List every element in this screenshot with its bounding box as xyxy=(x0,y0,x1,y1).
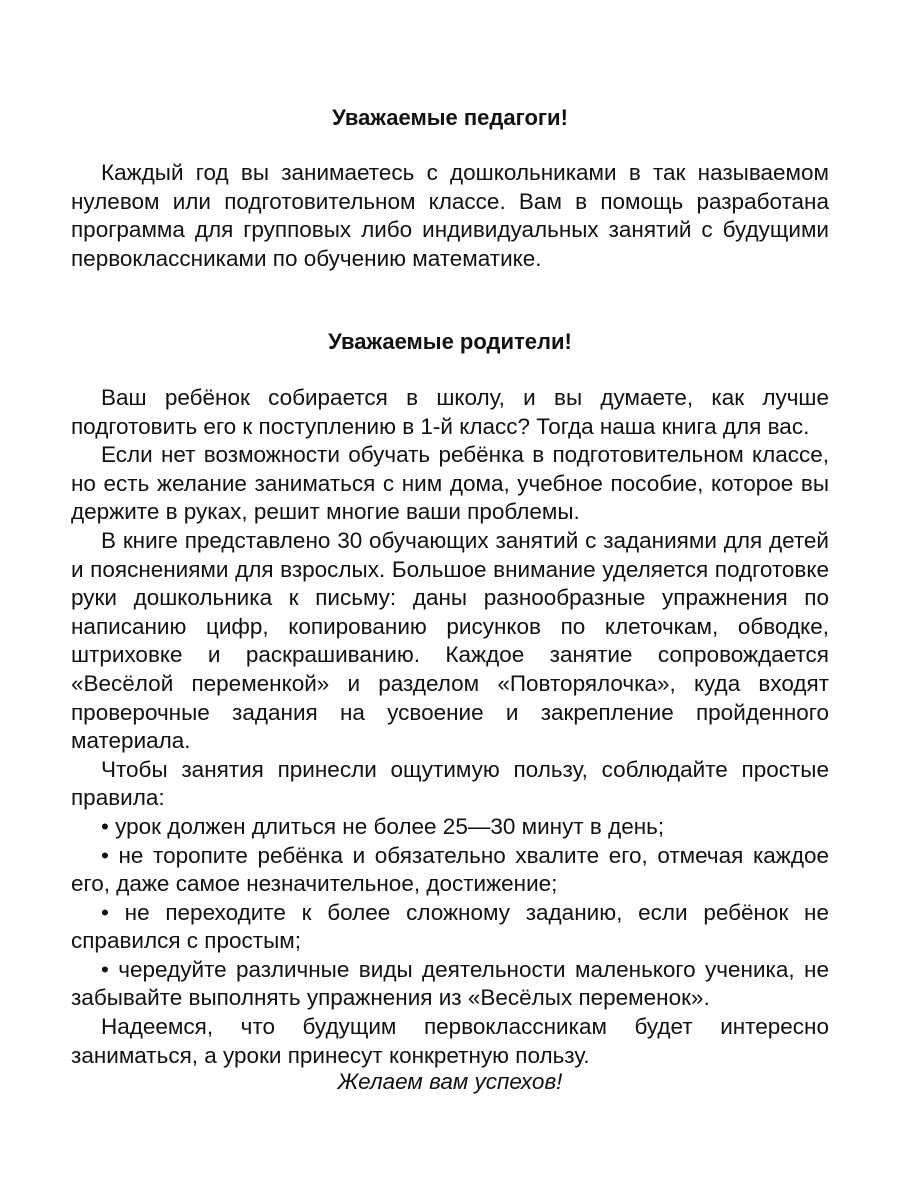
heading-teachers: Уважаемые педагоги! xyxy=(332,105,568,130)
rule-list-item: • урок должен длиться не более 25—30 минут в день; xyxy=(101,813,665,839)
section-parents xyxy=(71,384,829,1070)
teachers-paragraph: Каждый год вы занимаетесь с дошкольниками в так называемом нулевом или подготовительном классе. Вам в помощь разработана программа для групповых либо индивидуальных занятий с будущими первоклассниками по обучению математике. xyxy=(71,160,829,271)
document-page xyxy=(71,0,829,1200)
rule-list-item: • не торопите ребёнка и обязательно хвалите его, отмечая каждое его, даже самое незначительное, достижение; xyxy=(71,842,829,897)
parents-paragraph-intro: Ваш ребёнок собирается в школу, и вы думаете, как лучше подготовить его к поступлению в 1-й класс? Тогда наша книга для вас. xyxy=(71,385,829,439)
parents-paragraph-book-contents: В книге представлено 30 обучающих занятий с заданиями для детей и пояснениями для взрослых. Большое внимание уделяется подготовке руки дошкольника к письму: даны разнообразные упражнения по написанию цифр, копированию рисунков по клеточкам, обводке, штриховке и раскрашиванию. Каждое занятие сопровождается «Весёлой переменкой» и разделом «Повторялочка», куда входят проверочные задания на усвоение и закрепление пройденного материала. xyxy=(71,527,829,754)
heading-parents: Уважаемые родители! xyxy=(328,329,572,354)
rule-list-item: • не переходите к более сложному заданию, если ребёнок не справился с простым; xyxy=(71,899,829,954)
rule-list-item: • чередуйте различные виды деятельности маленького ученика, не забывайте выполнять упражнения из «Весёлых переменок». xyxy=(71,956,829,1011)
parents-paragraph-conclusion: Надеемся, что будущим первоклассникам будет интересно заниматься, а уроки принесут конкретную пользу. xyxy=(71,1014,829,1068)
parents-paragraph-home-study: Если нет возможности обучать ребёнка в подготовительном классе, но есть желание заниматься с ним дома, учебное пособие, которое вы держите в руках, решит многие ваши проблемы. xyxy=(71,442,829,525)
closing-wish: Желаем вам успехов! xyxy=(337,1069,563,1094)
section-teachers xyxy=(71,159,829,273)
parents-paragraph-rules-intro: Чтобы занятия принесли ощутимую пользу, соблюдайте простые правила: xyxy=(71,756,829,811)
